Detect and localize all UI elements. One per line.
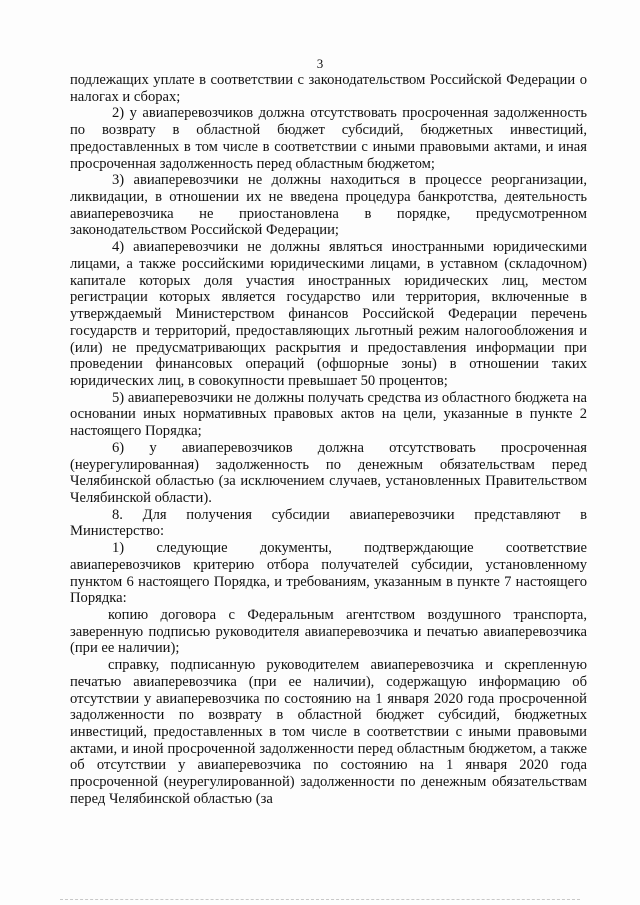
paragraph-item-6: 6) у авиаперевозчиков должна отсутствовать просроченная (неурегулированная) задолженность по денежным обязательствам перед Челябинской областью (за исключением случаев, установленных Правительством Челябинской области). bbox=[70, 439, 587, 506]
paragraph-item-5: 5) авиаперевозчики не должны получать средства из областного бюджета на основании иных нормативных правовых актов на цели, указанные в пункте 2 настоящего Порядка; bbox=[70, 389, 587, 440]
paragraph-section-8: 8. Для получения субсидии авиаперевозчики представляют в Министерство: bbox=[70, 506, 587, 540]
document-body bbox=[70, 72, 587, 808]
page-number: 3 bbox=[316, 56, 324, 71]
paragraph-certificate: справку, подписанную руководителем авиаперевозчика и скрепленную печатью авиаперевозчика (при ее наличии), содержащую информацию об отсутствии у авиаперевозчика по состоянию на 1 января 2020 года просроченной задолженности по возврату в областной бюджет субсидий, бюджетных инвестиций, предоставленных в том числе в соответствии с иными правовыми актами, и иной просроченной задолженности перед областным бюджетом, а также об отсутствии у авиаперевозчика по состоянию на 1 января 2020 года просроченной (неурегулированной) задолженности по денежным обязательствам перед Челябинской областью (за bbox=[70, 657, 587, 807]
paragraph-subitem-1: 1) следующие документы, подтверждающие соответствие авиаперевозчиков критерию отбора получателей субсидии, установленному пунктом 6 настоящего Порядка, и требованиям, указанным в пункте 7 настоящего Порядка: bbox=[70, 540, 587, 607]
paragraph-continuation: подлежащих уплате в соответствии с законодательством Российской Федерации о налогах и сборах; bbox=[70, 72, 587, 105]
scan-edge-line bbox=[60, 899, 580, 900]
paragraph-contract-copy: копию договора с Федеральным агентством воздушного транспорта, заверенную подписью руководителя авиаперевозчика и печатью авиаперевозчика (при ее наличии); bbox=[70, 607, 587, 657]
paragraph-item-2: 2) у авиаперевозчиков должна отсутствовать просроченная задолженность по возврату в областной бюджет субсидий, бюджетных инвестиций, предоставленных в том числе в соответствии с иными правовыми актами, и иная просроченная задолженность перед областным бюджетом; bbox=[70, 105, 587, 172]
paragraph-item-3: 3) авиаперевозчики не должны находиться в процессе реорганизации, ликвидации, в отношении их не введена процедура банкротства, деятельность авиаперевозчика не приостановлена в порядке, предусмотренном законодательством Российской Федерации; bbox=[70, 172, 587, 239]
paragraph-item-4: 4) авиаперевозчики не должны являться иностранными юридическими лицами, а также российскими юридическими лицами, в уставном (складочном) капитале которых доля участия иностранных юридических лиц, местом регистрации которых является государство или территория, включенные в утверждаемый Министерством финансов Российской Федерации перечень государств и территорий, предоставляющих льготный режим налогообложения и (или) не предусматривающих раскрытия и предоставления информации при проведении финансовых операций (офшорные зоны) в отношении таких юридических лиц, в совокупности превышает 50 процентов; bbox=[70, 239, 587, 389]
